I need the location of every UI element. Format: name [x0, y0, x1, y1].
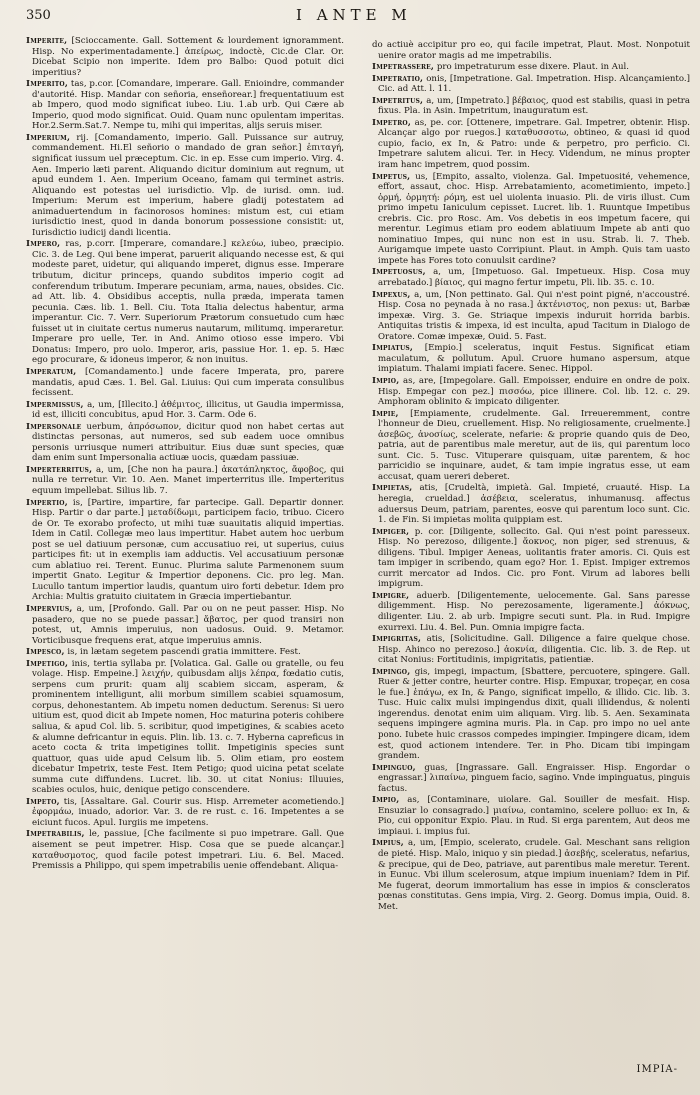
entry-headword: Impeto, [26, 796, 60, 807]
dictionary-entry [26, 36, 344, 78]
page-number: 350 [26, 8, 51, 23]
dictionary-entry [372, 409, 690, 483]
dictionary-entry [26, 422, 344, 464]
entry-text: a, um, [Non pettinato. Gal. Qui n'est point pigné, n'accoustré. Hisp. Cosa no peynada à no rasa.] ἀκτένιστος, non pexus: ut, Barbæ impexæ. Virg. 3. Ge. Striaque impexis induruit horrida barbis. Antiquitas tristis & impexa, id est inculta, apud Tacitum in Dialogo de Oratore. Comæ impexæ, Ouid. 5. Fast. [378, 289, 691, 342]
entry-text: a, um, [Illecito.] ἀθέμιτος, illicitus, ut Gaudia impermissa, id est, illiciti concubitus, apud Hor. 3. Carm. Ode 6. [32, 399, 344, 421]
entry-text: [Empiamente, crudelmente. Gal. Irreueremment, contre l'honneur de Dieu, cruellement. Hisp. No religiosamente, cruelmente.] ἀσεβῶς, ἀνοσίως, scelerate, nefarie: & proprie quando quis de Deo, patria, aut de parentibus male meretur, aut de iis, qui parentum loco sunt. Cic. 5. Tusc. Vituperare quisquam, uitæ parentem, & hoc parricidio se inquinare, audet, & tam impie ingratus esse, ut eam accusat, quam uereri deberet. [378, 408, 691, 482]
entry-text: p. cor. [Diligente, sollecito. Gal. Qui n'est point paresseux. Hisp. No perezoso, diligente.] ἄοκνος, non piger, sed strenuus, & diligens. Tibul. Impiger Aeneas, uolitantis frater amoris. Ci. Quis est tam impiger in scribendo, quam ego? Hor. 1. Epist. Impiger extremos currit mercator ad Indos. Cic. pro Font. Virum ad labores belli impigrum. [378, 526, 690, 590]
entry-headword: Impinguo, [372, 762, 416, 773]
entry-headword: Impermissus, [26, 399, 84, 410]
dictionary-entry [26, 647, 344, 658]
entry-text: onis, [Impetratione. Gal. Impetration. Hisp. Alcançamiento.] Cic. ad Att. l. 11. [378, 73, 690, 95]
dictionary-entry [26, 604, 344, 646]
dictionary-entry [26, 79, 344, 132]
entry-headword: Imperito, [26, 79, 69, 90]
entry-text: gis, impegi, impactum, [Sbattere, percuotere, spingere. Gall. Ruer & jetter contre, heurter contre. Hisp. Empuxar, tropeçar, en cosa le fue.] ἐπάγω, ex In, & Pango, significat impello, & illido. Cic. lib. 3. Tusc. Huic calix mulsi impingendus dixit, quali illidendus, & nolenti ingerendus. denotat enim uim aliquam. Virg. lib. 5. Aen. Sexaminata sequens impingere agmina muris. Pla. in Cap. pro impo no uel ante pono. Iubete huic crassos compedes impingier. Impingere dicam, idem est, quod actionem intendere. Ter. in Pho. Dicam tibi impingam grandem. [378, 666, 691, 762]
dictionary-entry [372, 838, 690, 912]
dictionary-entry [372, 763, 690, 795]
dictionary-entry [26, 465, 344, 497]
entry-headword: Impigritas, [372, 634, 422, 645]
entry-headword: Impetrabilis, [26, 829, 85, 840]
dictionary-entry [26, 239, 344, 366]
dictionary-entry [372, 74, 690, 95]
entry-headword: Impervius, [26, 603, 73, 614]
entry-text: le, passiue, [Che facilmente si puo impetrare. Gall. Que aisement se peut impetrer. Hisp. Cosa que se puede alcançar.] καταθυσμοτος, quod facile potest impetrari. Liu. 6. Bel. Maced. Premissis a Philippo, qui spem impetrabilis uenie offendebant. Aliqua- [32, 829, 344, 872]
entry-text: uerbum, ἀπρόσωπον, dicitur quod non habet certas aut distinctas personas, aut numeros, sed sub eadem uoce omnibus personis urriusque numeri attribuitur. Eius duæ sunt species, quæ dam enim sunt Impersonalia actiuæ uocis, quædam passiuæ. [32, 421, 345, 464]
dictionary-entry [26, 829, 344, 871]
entry-text: [Empio.] sceleratus, inquit Festus. Significat etiam maculatum, & pollutum. Apul. Cruore humano aspersum, atque impiatum. Thalami impiati facere. Senec. Hippol. [378, 343, 690, 375]
dictionary-entry [372, 267, 690, 288]
entry-text: as, [Contaminare, uiolare. Gal. Souiller de mesfait. Hisp. Ensuziar lo consagrado.] μιαίνω, contamino, scelere polluo: ex In, & Pio, cui opponitur Expio. Plau. in Rud. Si erga parentem, Aut deos me impiaui. i. impius fui. [378, 795, 691, 837]
entry-headword: Impetro, [372, 117, 412, 128]
catchword: IMPIA- [636, 1064, 678, 1075]
dictionary-entry [26, 797, 344, 829]
entry-text: a, um, [Che non ha paura.] ἀκατάπληκτος, ἄφοβος, qui nulla re terretur. Vir. 10. Aen. Manet imperterritus ille. Imperteritus equum impellebat. Silius lib. 7. [32, 464, 344, 496]
dictionary-entry [372, 591, 690, 633]
entry-headword: Impetus, [372, 171, 411, 182]
entry-text: [Comandamento.] unde facere Imperata, pro, parere mandatis, apud Cæs. 1. Bel. Gal. Liuius: Qui cum imperata consulibus fecissent. [32, 366, 344, 399]
dictionary-entry [372, 290, 690, 343]
entry-headword: Imperite, [26, 36, 68, 46]
entry-text: tis, [Assaltare. Gal. Courir sus. Hisp. Arremeter acometiendo.] ἐφορμάω, inuado, adorior. Var. 3. de re rust. c. 16. Impetentes a se eiciunt fucos. Apul. Iurgiis me impetens. [32, 796, 345, 828]
right-column [372, 40, 690, 913]
entry-headword: Impetigo, [26, 658, 69, 669]
entry-text: ras, p.corr. [Imperare, comandare.] κελεύω, iubeo, præcipio. Cic. 3. de Leg. Qui bene imperat, paruerit aliquando necesse est, & qui modeste paret, uidetur, qui aliquando imperet, dignus esse. Imperare tributum, dicitur princeps, quando subditos imperio cogit ad conferendum tributum. Imperare pecuniam, arma, naues, obsides. Cic. ad Att. lib. 4. Obsidibus acceptis, nulla præda, imperata tamen pecunia. Cæs. lib. 1. Bell. Ciu. Tota Italia delectus habentur, arma imperantur. Cic. 7. Verr. Superiorum Prætorum consuetudo cum hæc fuisset ut in ciuitate certus numerus nautarum, militumq. imperaretur. Imperare pro uelle, Ter. in And. Animo otioso esse impero. Vbi Donatus: Impero, pro uolo. Imperor, aris, passiue Hor. 1. ep. 5. Hæc ego procurare, & idoneus imperor, & non inuitus. [32, 239, 344, 366]
dictionary-entry [26, 659, 344, 796]
dictionary-entry [26, 498, 344, 603]
entry-headword: Impetrassere, [372, 62, 435, 73]
entry-headword: Imperatum, [26, 366, 77, 377]
entry-headword: Imperium, [26, 132, 71, 143]
entry-text: inis, tertia syllaba pr. [Volatica. Gal. Galle ou gratelle, ou feu volage. Hisp. Empeine.] λειχήν, quibusdam alijs λέπρα, fœdatio cutis, serpens cum prurit: quam alij scabiem siccam, asperam, & prominentem intelligunt, alii morbum simillem scabiei squamosum, corpus, dehonestantem. Ab impetu nomen deductum. Serenus: Si uero uitium est, quod dicit ab Impete nomen, Hoc maturina poteris cohibere saliua, & apud Col. lib. 5. scribitur, quod impetigines, & scabies aceto & alumne defricantur in equis. Plin. lib. 13. c. 7. Hyberna capreficus in aceto cocta & trita impetigines tollit. Impetiginis species sunt quattuor, quas uide apud Celsum lib. 5. Olim etiam, pro eostem dicebatur Impetrix, teste Fest. Item Petigo; quod uicina petat scelate summa cute diffundens. Lucret. lib. 30. ut citat Nonius: Illuuies, scabies oculos, huic, denique petigo conscendere. [32, 658, 345, 796]
dictionary-entry [372, 634, 690, 666]
entry-text: pro impetraturum esse dixere. Plaut. in Aul. [436, 62, 629, 73]
entry-headword: Impero, [26, 239, 61, 250]
page-header [26, 6, 680, 28]
dictionary-entry [372, 343, 690, 375]
dictionary-entry [372, 62, 690, 73]
entry-text: atis, [Crudeltà, impietà. Gal. Impieté, cruauté. Hisp. La heregia, crueldad.] ἀσέβεια, sceleratus, inhumanusq. affectus aduersus Deum, patriam, parentes, eosve qui parentum loco sunt. Cic. 1. de Fin. Si impietas molita quippiam est. [378, 483, 690, 526]
left-column [26, 36, 344, 873]
entry-headword: Impius, [372, 838, 404, 849]
entry-headword: Imperterritus, [26, 464, 93, 475]
entry-text: atis, [Solicitudine. Gall. Diligence a faire quelque chose. Hisp. Ahinco no perezoso.] ἀοκνία, diligentia. Cic. lib. 3. de Rep. ut citat Nonius: Fortitudinis, impigritatis, patientiæ. [378, 634, 691, 666]
entry-headword: Impexus, [372, 289, 411, 300]
dictionary-entry [372, 118, 690, 171]
entry-headword: Impertio, [26, 497, 68, 508]
dictionary-entry [372, 667, 690, 762]
dictionary-entry [372, 40, 690, 61]
entry-headword: Impiatus, [372, 343, 414, 354]
entry-text: a, um, [Profondo. Gall. Par ou on ne peut passer. Hisp. No pasadero, que no se puede passar.] ἄβατος, per quod transiri non potest, ut, Amnis imperuius, non uadosus. Ouid. 9. Metamor. Vorticibusque frequens erat, atque imperuius amnis. [32, 603, 344, 646]
entry-text: do actiuè accipitur pro eo, qui facile impetrat, Plaut. Most. Nonpotuit uenire orator magis ad me impetrabilis. [372, 40, 690, 61]
dictionary-entry [372, 96, 690, 117]
entry-headword: Impetuosus, [372, 267, 426, 278]
dictionary-entry [372, 376, 690, 408]
entry-text: as, pe. cor. [Ottenere, impetrare. Gal. Impetrer, obtenir. Hisp. Alcançar algo por ruegos.] καταθυσσοτω, obtineo, & quasi id quod cupio, facio, ex In, & Patro: unde & perpetro, pro perficio. Ci. Impetrare salutem alicui. Ter. in Hecy. Videndum, ne minus propter iram hanc impetrem, quod possim. [378, 117, 690, 171]
entry-headword: Impiger, [372, 526, 410, 537]
entry-text: [Scioccamente. Gall. Sottement & lourdement ignoramment. Hisp. No experimentadamente.] ἀπείρως, indoctè, Cic.de Clar. Or. Dicebat Scipio non imperite. Idem pro Balbo: Quod potuit dici imperitius? [32, 36, 344, 78]
entry-text: us, [Empito, assalto, violenza. Gal. Impetuosité, vehemence, effort, assaut, choc. Hisp. Arrebatamiento, acometimiento, impeto.] ὁρμή, ὁρμητή: ρόμη, est uel uiolenta inuasio. Pli. de viris illust. Cum primo impetu Ianiculum cepisset. Lucret. lib. 1. Ruuntque Impetibus crebris. Cic. pro Rosc. Am. Vos debetis in eos impetum facere, qui merentur. Legimus etiam pro eodem ablatiuum Impete ab anti quo nominatiuo Impes, qui nunc non est in usu. Strab. li. 7. Theb. Aurigamque impete uasto Corripiunt. Plaut. in Amph. Quis tam uasto impete has Fores toto conuulsit cardine? [378, 171, 691, 266]
entry-text: a, um, [Empio, scelerato, crudele. Gal. Meschant sans religion de pieté. Hisp. Malo, iniquo y sin piedad.] ἀσεβής, sceleratus, nefarius, & precipue, qui de Deo, patriave, aut parentibus male meretur. Terent. in Eunuc. Vbi illum scelerosum, atque impium inueniam? Idem in Pif. Me fugerat, deorum immortalium has esse in impios & conscleratos pœnas constitutas. Gens impia, Virg. 2. Georg. Domus impia, Ouid. 8. Met. [378, 838, 691, 912]
entry-text: rij. [Comandamento, imperio. Gall. Puissance sur autruy, commandement. Hi.El señorio o mandado de gran señor.] ἐπιταγή, significat iussum uel præceptum. Cic. in ep. Esse cum imperio. Virg. 4. Aen. Imperio læti parent. Aliquando dicitur dominium aut regnum, ut apud eundem 1. Aen. Imperium Oceano, famam qui terminet astris. Aliquando est potestas uel iurisdictio. Vlp. de iurisd. omn. iud. Imperium: Merum est imperium, habere gladij potestatem ad animaduertendum in facinorosos homines: mistum est, cui etiam iurisdictio inest, quod in danda bonorum possessione consistit: ut, Iurisdictio iudicij dandi licentia. [32, 132, 344, 238]
entry-headword: Impetritus, [372, 95, 424, 106]
entry-headword: Impetratio, [372, 73, 424, 84]
entry-headword: Impie, [372, 408, 399, 419]
dictionary-entry [372, 483, 690, 525]
entry-text: is, [Partire, impartire, far partecipe. Gall. Departir donner. Hisp. Partir o dar parte.] μεταδίδωμι, participem facio, tribuo. Cicero de Or. Te exorabo profecto, ut mihi tuæ suauitatis aliquid impertias. Idem in Catil. Collegæ meo laus impertitur. Habet autem hoc uerbum post se uel datiuum personæ, cum accusatiuo rei, ut superius, cuius participes fit: ut in exemplis iam adductis. Vel accusatiuum personæ cum ablatiuo rei. Terent. Eunuc. Plurima salute Parmenonem suum impertit Gnato. Legitur & Impertior deponens. Cic. pro leg. Man. Lucullo tantum impertior laudis, quantum uiro forti debetur. Idem pro Archia: Multis gratuito ciuitatem in Græcia impertiebantur. [32, 497, 345, 603]
entry-text: tas, p.cor. [Comandare, imperare. Gall. Enioindre, commander d'autorité. Hisp. Mandar con señoria, enseñorear.] frequentatiuum est ab Impero, quod modo significat iubeo. Liu. 1.ab urb. Qui Cære ab Imperio, quod modo significat. Ouid. Quam nunc opulentam imperitas. Hor.2.Serm.Sat.7. Nempe tu, mihi qui imperitas, alijs seruis miser. [32, 79, 345, 132]
entry-headword: Impio, [372, 795, 400, 806]
entry-text: is, in lætam segetem pascendi gratia immittere. Fest. [67, 647, 301, 658]
dictionary-entry [372, 527, 690, 590]
entry-text: a, um, [Impetuoso. Gal. Impetueux. Hisp. Cosa muy arrebatado.] βίαιος, qui magno fertur impetu, Pli. lib. 35. c. 10. [378, 267, 691, 289]
entry-headword: Impersonale [26, 421, 82, 432]
entry-headword: Impigre, [372, 590, 410, 601]
entry-text: a, um, [Impetrato.] βέβαιος, quod est stabilis, quasi in petra fixus. Pla. in Asin. Impetritum, inauguratum est. [378, 95, 690, 117]
entry-headword: Impesco, [26, 647, 65, 658]
entry-headword: Impingo, [372, 666, 411, 677]
entry-text: guas, [Ingrassare. Gall. Engraisser. Hisp. Engordar o engrassar.] λιπαίνω, pinguem facio, sagino. Vnde impinguatus, pinguis factus. [378, 762, 690, 794]
dictionary-entry [26, 133, 344, 238]
entry-text: as, are, [Impegolare. Gall. Empoisser, enduire en ondre de poix. Hisp. Empegar con pez.] πισσόω, pice illinere. Col. lib. 12. c. 29. Amphoram oblinito & impicato diligenter. [378, 375, 690, 408]
dictionary-entry [372, 172, 690, 267]
running-head: I ANTE M [296, 6, 412, 24]
entry-text: aduerb. [Diligentemente, uelocemente. Gal. Sans paresse diligemment. Hisp. No perezosamente, ligeramente.] ἀόκνως, diligenter. Liu. 2. ab urb. Impigre secuti sunt. Pla. in Rud. Impigre exurrexi. Liu. 4. Bel. Pun. Omnia impigre facta. [378, 590, 690, 633]
dictionary-entry [26, 367, 344, 399]
entry-headword: Impio, [372, 375, 400, 386]
entry-headword: Impietas, [372, 483, 413, 494]
dictionary-entry [26, 400, 344, 421]
dictionary-entry [372, 795, 690, 837]
